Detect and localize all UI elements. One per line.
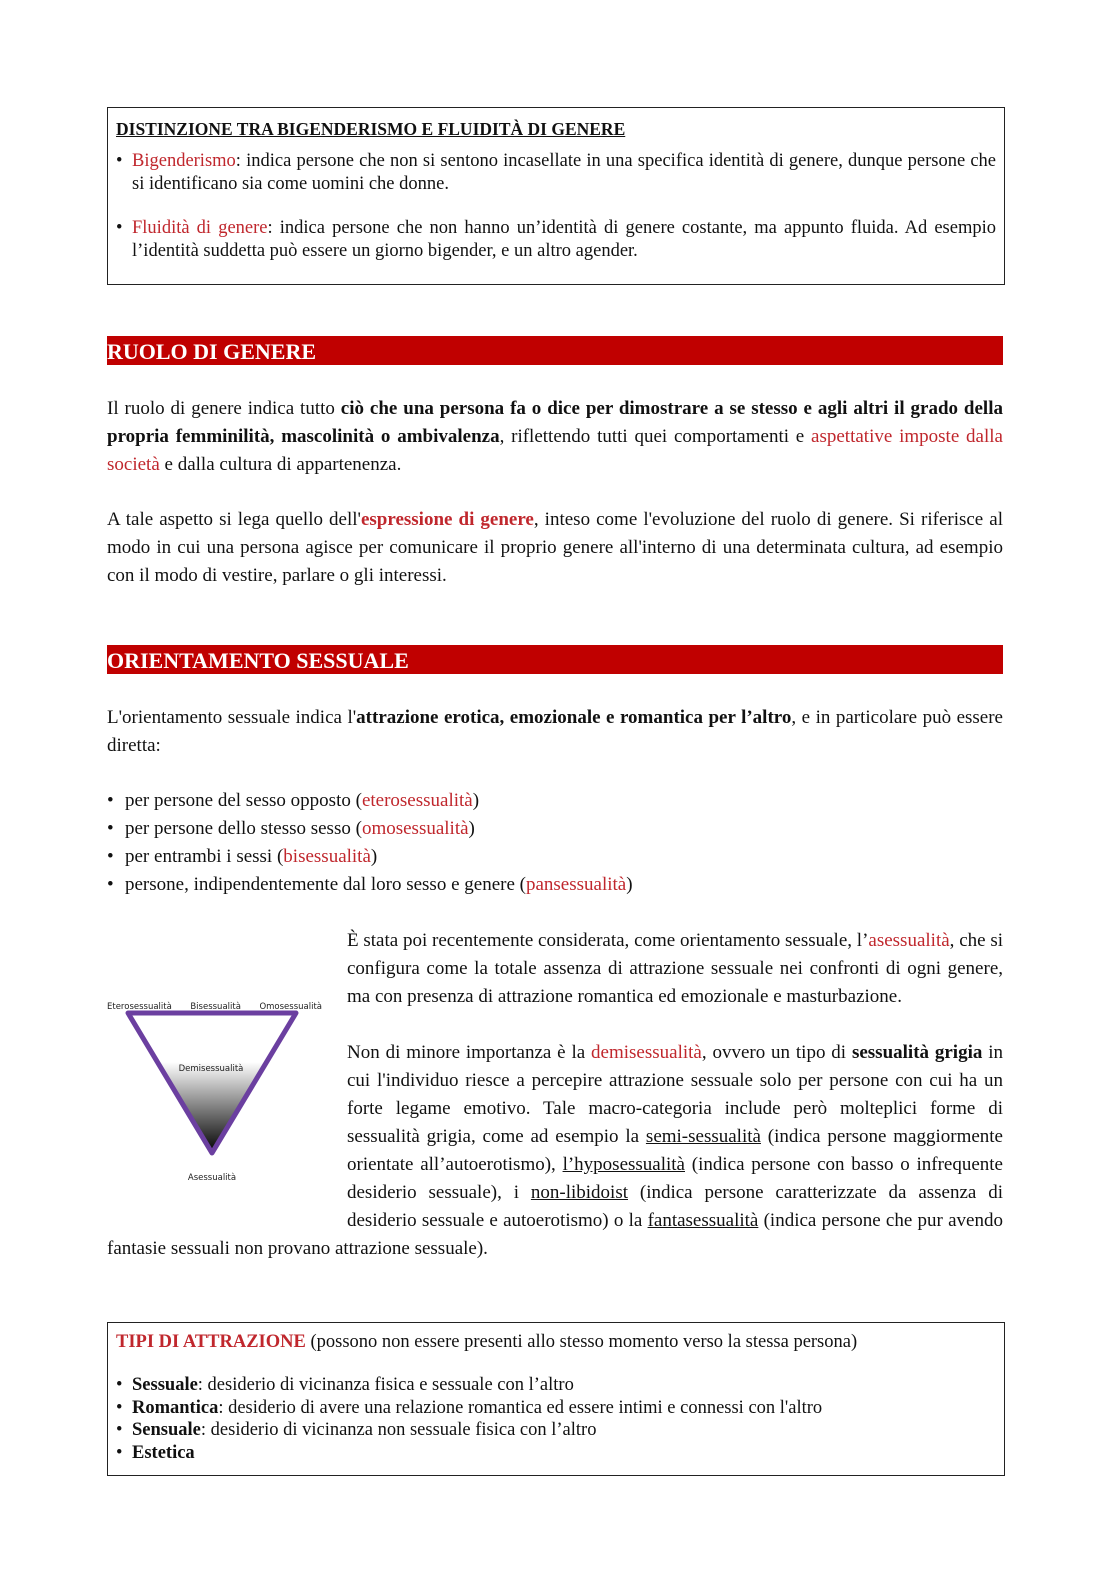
gender-distinction-box: [107, 107, 1005, 285]
list-item: [116, 1419, 996, 1442]
definition: : desiderio di vicinanza fisica e sessuale con l’altro: [197, 1375, 574, 1395]
triangle-shape: [128, 1013, 296, 1153]
list-item: [116, 1442, 996, 1465]
sexuality-triangle-figure: [107, 955, 347, 1223]
paragraph-espressione: [107, 506, 1003, 590]
text-run: , riflettendo tutti quei comportamenti e: [499, 426, 812, 447]
text-run: persone, indipendentemente dal loro sesso e genere (: [125, 874, 526, 895]
text-run: , che si configura come la totale assenza di attrazione sessuale nei confronti di ogni genere, ma con presenza di attrazione romantica ed emozionale e masturbazione.: [347, 930, 1004, 1007]
gender-distinction-list: [116, 150, 996, 263]
underline-run: non-libidoist: [530, 1182, 628, 1203]
term: Sessuale: [132, 1375, 198, 1395]
text-run: A tale aspetto si lega quello dell': [107, 509, 361, 530]
attraction-list: [116, 1374, 996, 1464]
text-run: ): [472, 790, 480, 811]
underline-run: l’hyposessualità: [562, 1154, 685, 1175]
highlight-run: aspettative imposte dalla società: [107, 426, 1003, 475]
text-run: ): [626, 874, 633, 895]
list-item: [107, 843, 1003, 871]
text-run: Il ruolo di genere indica tutto: [107, 398, 341, 419]
section-heading-orientamento: ORIENTAMENTO SESSUALE: [107, 645, 1003, 674]
attraction-types-box: [107, 1322, 1005, 1476]
bold-run: sessualità grigia: [851, 1042, 983, 1063]
bold-run: ciò che una persona fa o dice per dimostrare a se stesso e agli altri il grado della propria femminilità, mascolinità o ambivalenza: [107, 398, 1003, 447]
term: Sensuale: [132, 1420, 201, 1440]
paragraph-orientamento: [107, 704, 1003, 760]
term-fluidita: Fluidità di genere: [132, 218, 268, 238]
underline-run: fantasessualità: [647, 1210, 759, 1231]
box-subtitle: (possono non essere presenti allo stesso momento verso la stessa persona): [305, 1332, 858, 1352]
text-run: per entrambi i sessi (: [125, 846, 284, 867]
text-run: per persone del sesso opposto (: [125, 790, 362, 811]
term-bigenderismo: Bigenderismo: [132, 151, 236, 171]
box-title: DISTINZIONE TRA BIGENDERISMO E FLUIDITÀ DI GENERE: [116, 119, 626, 139]
list-item: [107, 871, 1003, 899]
bold-run: attrazione erotica, emozionale e romantica per l’altro: [356, 707, 792, 728]
text-run: , inteso come l'evoluzione del ruolo di genere. Si riferisce al modo in cui una persona agisce per comunicare il proprio genere all'interno di una determinata cultura, ad esempio con il modo di vestire, parlare o gli interessi.: [107, 509, 1004, 586]
list-item: [107, 787, 1003, 815]
highlight-run: bisessualità: [283, 846, 371, 867]
text-run: (indica persone con basso o infrequente desiderio sessuale), i: [347, 1154, 1003, 1203]
orientation-list: [107, 787, 1003, 899]
text-run: , e in particolare può essere diretta:: [107, 707, 1003, 756]
underline-run: semi-sessualità: [645, 1126, 761, 1147]
definition: : indica persone che non hanno un’identità di genere costante, ma appunto fluida. Ad esempio l’identità suddetta può essere un giorno bigender, e un altro agender.: [132, 218, 997, 261]
list-item: [116, 1374, 996, 1397]
highlight-run: demisessualità: [591, 1042, 702, 1063]
highlight-run: eterosessualità: [361, 790, 473, 811]
text-run: L'orientamento sessuale indica l': [107, 707, 357, 728]
list-item: [116, 217, 996, 263]
highlight-run: espressione di genere: [360, 509, 534, 530]
text-run: (indica persone caratterizzate da assenza di desiderio sessuale e autoerotismo) o la: [347, 1182, 1004, 1231]
highlight-run: asessualità: [868, 930, 950, 951]
paragraph-ruolo: [107, 395, 1003, 479]
list-item: [107, 815, 1003, 843]
box-title: TIPI DI ATTRAZIONE: [116, 1332, 306, 1352]
text-run: e dalla cultura di appartenenza.: [159, 454, 402, 475]
text-run: , ovvero un tipo di: [701, 1042, 852, 1063]
highlight-run: omosessualità: [361, 818, 469, 839]
text-run: (indica persone che pur avendo fantasie sessuali non provano attrazione sessuale).: [107, 1210, 1003, 1259]
label-bisessualita: Bisessualità: [190, 1002, 241, 1012]
definition: : desiderio di avere una relazione romantica ed essere intimi e connessi con l'altro: [218, 1397, 823, 1418]
definition: : indica persone che non si sentono incasellate in una specifica identità di genere, dunque persone che si identificano sia come uomini che donne.: [132, 151, 996, 194]
label-omosessualita: Omosessualità: [259, 1002, 322, 1012]
term: Romantica: [132, 1397, 219, 1418]
section-heading-ruolo: RUOLO DI GENERE: [107, 336, 1003, 365]
text-run: Non di minore importanza è la: [347, 1042, 592, 1063]
highlight-run: pansessualità: [525, 874, 627, 895]
text-run: in cui l'individuo riesce a percepire attrazione sessuale solo per persone con cui ha un forte legame emotivo. Tale macro-categoria include però molteplici forme di sessualità grigia, come ad esempio la: [347, 1042, 1004, 1147]
text-run: (indica persone maggiormente orientate all’autoerotismo),: [347, 1126, 1003, 1175]
term: Estetica: [132, 1442, 195, 1463]
label-asessualita: Asessualità: [187, 1173, 237, 1183]
list-item: [116, 150, 996, 196]
text-run: È stata poi recentemente considerata, come orientamento sessuale, l’: [347, 930, 869, 951]
label-eterosessualita: Eterosessualità: [107, 1002, 172, 1012]
text-run: per persone dello stesso sesso (: [125, 818, 362, 839]
list-item: [116, 1397, 996, 1420]
box-header: [116, 1331, 996, 1354]
definition: : desiderio di vicinanza non sessuale fisica con l’altro: [200, 1420, 597, 1440]
label-demisessualita: Demisessualità: [178, 1064, 244, 1074]
text-run: ): [468, 818, 475, 839]
text-run: ): [370, 846, 378, 867]
asexuality-section: [107, 927, 1003, 1263]
